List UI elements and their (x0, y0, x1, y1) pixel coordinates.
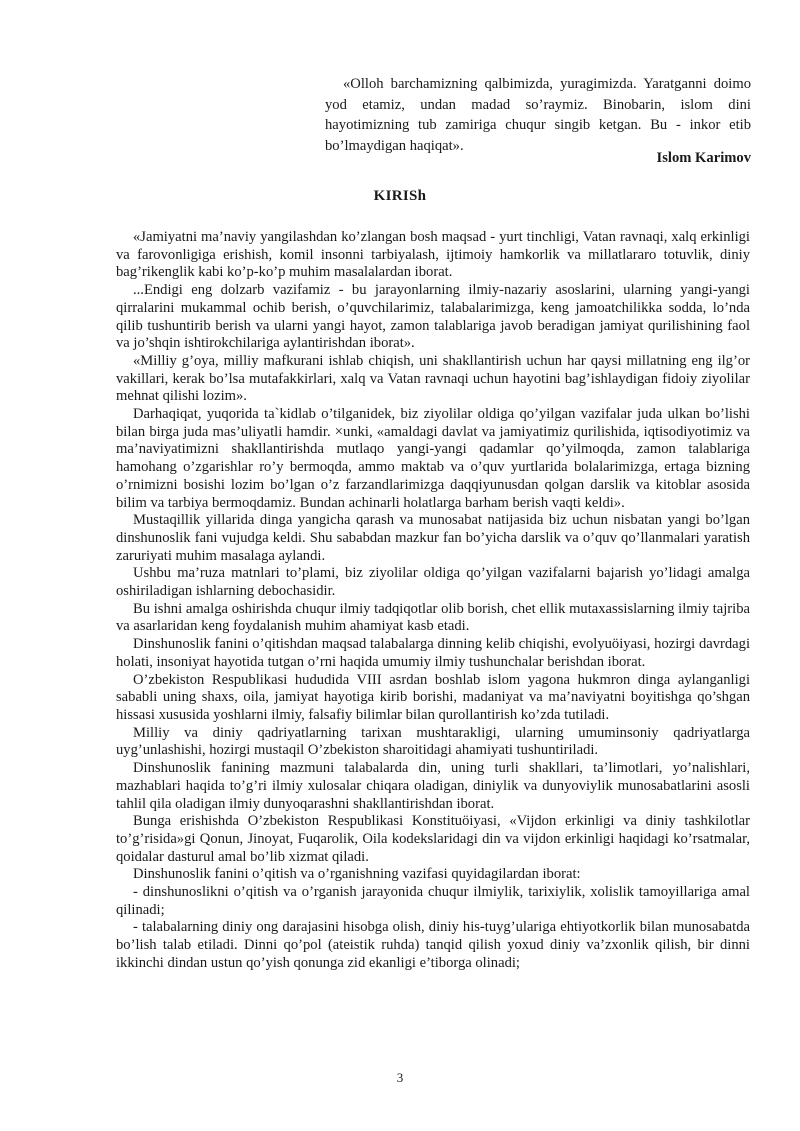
paragraph: O’zbekiston Respublikasi hududida VIII asrdan boshlab islom yagona hukmron dinga aylanganligi sababli uning shaxs, oila, jamiyat hayotiga kirib borishi, madaniyat va ma’naviyatni boyitishga qo’shgan hissasi xususida yoshlarni ilmiy, falsafiy bilimlar bilan qurollantirish ko’zda tutiladi. (116, 671, 750, 723)
paragraph: Darhaqiqat, yuqorida ta`kidlab o’tilganidek, biz ziyolilar oldiga qo’yilgan vazifalar juda ulkan bo’lishi bilan birga juda mas’uliyatli hamdir. ×unki, «amaldagi davlat va jamiyatimiz qurilishida, iqtisodiyotimiz va ma’naviyatimizni shakllantirishda mutlaqo yangi-yangi qadamlar qo’yilmoqda, zamon talablariga hamohang o’zgarishlar ro’y bermoqda, ammo maktab va o’quv yurtlarida bolalarimizga, ertaga bizning o’rnimizni bosishi lozim bo’lgan o’z farzandlarimizga daqqiyunusdan qolgan darslik va kitoblar asosida bilim va tarbiya bermoqdamiz. Bundan achinarli holatlarga barham berish vaqti keldi». (116, 406, 750, 511)
page-number: 3 (396, 1070, 404, 1085)
epigraph (325, 74, 751, 156)
paragraph: Bunga erishishda O’zbekiston Respublikasi Konstituöiyasi, «Vijdon erkinligi va diniy tashkilotlar to’g’risida»gi Qonun, Jinoyat, Fuqarolik, Oila kodekslaridagi din va vijdon erkinligi haqidagi ko’rsatmalar, qoidalar dasturul amal bo’lib xizmat qiladi. (116, 813, 750, 865)
paragraph: Mustaqillik yillarida dinga yangicha qarash va munosabat natijasida biz uchun nisbatan yangi bo’lgan dinshunoslik fani vujudga keldi. Shu sababdan mazkur fan bo’yicha darslik va o’quv qo’llanmalari yaratish zaruriyati muhim masalaga aylandi. (116, 512, 750, 564)
paragraph: «Milliy g’oya, milliy mafkurani ishlab chiqish, uni shakllantirish uchun har qaysi millatning eng ilg’or vakillari, kerak bo’lsa mutafakkirlari, xalq va Vatan ravnaqi uchun hayotini bag’ishlaydigan fidoiy ziyolilar mehnat qilishi lozim». (116, 352, 750, 405)
list-item-paragraph: - dinshunoslikni o’qitish va o’rganish jarayonida chuqur ilmiylik, tarixiylik, xolislik tamoyillariga amal qilinadi; (116, 884, 750, 918)
document-body (116, 229, 750, 973)
paragraph: Dinshunoslik fanini o’qitishdan maqsad talabalarga dinning kelib chiqishi, evolyuöiyasi, hozirgi davrdagi holati, insoniyat hayotida tutgan o’rni haqida umumiy ilmiy tushunchalar berishdan iborat. (116, 636, 750, 670)
epigraph-author: Islom Karimov (656, 150, 751, 166)
list-item-paragraph: - talabalarning diniy ong darajasini hisobga olish, diniy his-tuyg’ulariga ehtiyotkorlik bilan munosabatda bo’lish talab etiladi. Dinni qo’pol (ateistik ruhda) tanqid qilish yoxud diniy va’zxonlik qilish, bir dinni ikkinchi dindan ustun qo’yish qonunga zid ekanligi e’tiborga olinadi; (116, 919, 750, 971)
paragraph: ...Endigi eng dolzarb vazifamiz - bu jarayonlarning ilmiy-nazariy asoslarini, ularning yangi-yangi qirralarini mukammal ochib berish, o’quvchilarimiz, talabalarimizga, keng jamoatchilikka sodda, lo’nda qilib tushuntirib berish va ularni yangi hayot, zamon talablariga javob beradigan jamiyat qurilishining faol va jo’shqin ishtirokchilariga aylantirishdan iborat». (116, 282, 750, 352)
paragraph: «Jamiyatni ma’naviy yangilashdan ko’zlangan bosh maqsad - yurt tinchligi, Vatan ravnaqi, xalq erkinligi va farovonligiga erishish, komil insonni tarbiyalash, ijtimoiy hamkorlik va millatlararo totuvlik, diniy bag’rikenglik kabi ko’p-ko’p muhim masalalardan iborat. (116, 229, 750, 281)
paragraph: Dinshunoslik fanining mazmuni talabalarda din, uning turli shakllari, ta’limotlari, yo’nalishlari, mazhablari haqida to’g’ri ilmiy xulosalar chiqara oladigan, diniylik va dunyoviylik munosabatlarini asosli tahlil qila oladigan ilmiy dunyoqarashni shakllantirishdan iborat. (116, 760, 750, 812)
paragraph: Dinshunoslik fanini o’qitish va o’rganishning vazifasi quyidagilardan iborat: (133, 866, 581, 883)
epigraph-quote: «Olloh barchamizning qalbimizda, yuragimizda. Yaratganni doimo yod etamiz, undan madad so’raymiz. Binobarin, islom dini hayotimizning tub zamiriga chuqur singib ketgan. Bu - inkor etib bo’lmaydigan haqiqat». (325, 76, 751, 154)
paragraph: Bu ishni amalga oshirishda chuqur ilmiy tadqiqotlar olib borish, chet ellik mutaxassislarning ilmiy tajriba va asarlaridan keng foydalanish muhim ahamiyat kasb etadi. (116, 600, 750, 635)
paragraph: Milliy va diniy qadriyatlarning tarixan mushtarakligi, ularning umuminsoniy qadriyatlarga uyg’unlashishi, hozirgi mustaqil O’zbekiston sharoitidagi ahamiyati tushuntiriladi. (116, 724, 750, 759)
paragraph: Ushbu ma’ruza matnlari to’plami, biz ziyolilar oldiga qo’yilgan vazifalarni bajarish yo’lidagi amalga oshiriladigan ishlarning debochasidir. (116, 565, 750, 600)
section-heading: KIRISh (373, 188, 427, 204)
